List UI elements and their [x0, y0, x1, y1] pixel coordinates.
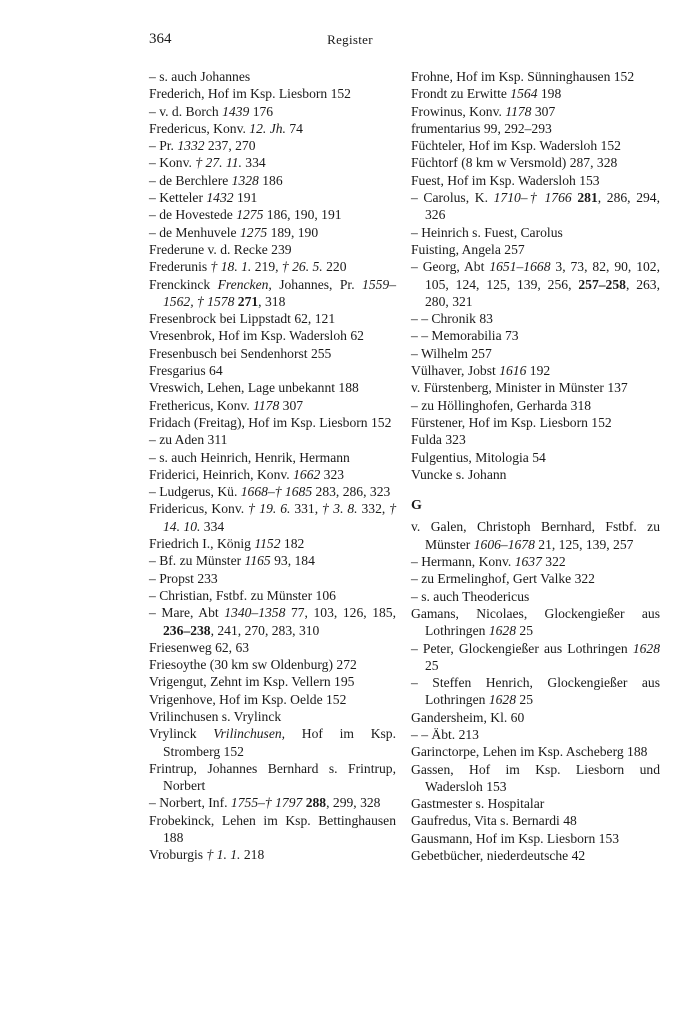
entry-text: Vroburgis — [149, 847, 207, 863]
entry-text: frumentarius 99, 292–293 — [411, 120, 552, 136]
entry-text: Frohne, Hof im Ksp. Sünninghausen 152 — [411, 69, 635, 84]
index-entry — [411, 605, 660, 640]
entry-text: – – Äbt. 213 — [411, 726, 479, 742]
entry-text: – s. auch Johannes — [149, 69, 251, 84]
entry-text: Frethericus, Konv. — [149, 397, 254, 413]
entry-text: Füchteler, Hof im Ksp. Wadersloh 152 — [411, 138, 621, 154]
entry-text: – de Menhuvele — [149, 224, 240, 240]
index-entry — [411, 154, 660, 171]
entry-text: – Norbert, Inf. — [149, 795, 231, 811]
page-number: 364 — [149, 31, 172, 47]
entry-text: 334 — [241, 155, 266, 171]
index-entry — [149, 535, 396, 552]
entry-text: Fredericus, Konv. — [149, 120, 250, 136]
entry-date-italic: 1628 — [488, 692, 516, 708]
entry-text: Friesenweg 62, 63 — [149, 639, 250, 655]
entry-date-italic: † 14. 10. — [163, 501, 397, 534]
index-entry — [149, 552, 396, 569]
index-entry — [411, 743, 660, 760]
index-entry — [149, 570, 396, 587]
entry-text: Gandersheim, Kl. 60 — [411, 709, 525, 725]
entry-text: Fresenbrock bei Lippstadt 62, 121 — [149, 311, 336, 327]
entry-text: 25 — [425, 657, 439, 673]
entry-text: 192 — [526, 363, 551, 379]
index-entry — [411, 379, 660, 396]
index-entry — [149, 431, 396, 448]
index-entry — [149, 172, 396, 189]
index-entry — [411, 241, 660, 258]
index-entry — [149, 154, 396, 171]
entry-text: 186 — [258, 172, 283, 188]
index-entry — [149, 691, 396, 708]
entry-text: Fresenbusch bei Sendenhorst 255 — [149, 345, 332, 361]
entry-page-bold: 288 — [305, 795, 327, 811]
entry-text: 191 — [233, 190, 258, 206]
entry-text: – Carolus, K. — [411, 190, 494, 206]
entry-date-italic: 1340–1358 — [224, 605, 286, 621]
entry-text: 25 — [516, 692, 533, 708]
index-entry — [411, 137, 660, 154]
entry-text: – – Chronik 83 — [411, 311, 493, 327]
entry-text: 25 — [516, 623, 533, 639]
index-entry — [149, 604, 396, 639]
entry-text: 220 — [322, 259, 347, 275]
entry-date-italic: 1165 — [244, 553, 271, 569]
index-entry — [149, 345, 396, 362]
index-entry — [149, 397, 396, 414]
entry-text: – Heinrich s. Fuest, Carolus — [411, 224, 563, 240]
entry-text: 198 — [537, 86, 562, 102]
index-entry — [149, 68, 396, 85]
entry-text: v. Galen, Christoph Bernhard, Fstbf. zu Münster — [411, 519, 660, 552]
entry-text: Fridach (Freitag), Hof im Ksp. Liesborn 152 — [149, 414, 392, 430]
entry-text: Gastmester s. Hospitalar — [411, 796, 545, 812]
index-entry — [149, 120, 396, 137]
entry-text: Frederune v. d. Recke 239 — [149, 241, 292, 257]
index-entry — [411, 189, 660, 224]
index-entry — [149, 379, 396, 396]
entry-text: Friedrich I., König — [149, 536, 255, 552]
entry-date-italic: 1651–1668 — [489, 259, 551, 275]
entry-page-bold: 236–238 — [163, 622, 211, 638]
index-column-right — [411, 68, 660, 864]
entry-text: Hof im Ksp. Stromberg 152 — [163, 726, 396, 759]
entry-date-italic: 1755–† 1797 — [230, 795, 303, 811]
entry-date-italic: 1606–1678 — [473, 536, 535, 552]
index-entry — [411, 847, 660, 864]
entry-text: Johannes, Pr. — [271, 276, 363, 292]
entry-text: – de Berchlere — [149, 172, 232, 188]
entry-date-italic: 1332 — [177, 138, 205, 154]
index-entry — [149, 224, 396, 241]
index-entry — [149, 327, 396, 344]
entry-text: 307 — [531, 103, 556, 119]
entry-text: – Pr. — [149, 138, 178, 154]
entry-text: Fuisting, Angela 257 — [411, 241, 525, 257]
entry-date-italic: † 26. 5. — [281, 259, 323, 275]
entry-text: Vrigenhove, Hof im Ksp. Oelde 152 — [149, 691, 347, 707]
entry-text: Fresgarius 64 — [149, 363, 223, 379]
entry-date-italic: † 18. 1. — [210, 259, 252, 275]
index-entry — [149, 241, 396, 258]
index-entry — [149, 673, 396, 690]
entry-date-italic: 1710–† 1766 — [493, 190, 572, 206]
index-block-f — [411, 68, 660, 483]
entry-text: Vresenbrok, Hof im Ksp. Wadersloh 62 — [149, 328, 364, 344]
entry-text: Frederunis — [149, 259, 211, 275]
entry-text: Frowinus, Konv. — [411, 103, 506, 119]
entry-text: – v. d. Borch — [149, 103, 223, 119]
index-entry — [149, 310, 396, 327]
index-entry — [149, 85, 396, 102]
entry-date-italic: 1662 — [293, 466, 321, 482]
entry-text: v. Fürstenberg, Minister in Münster 137 — [411, 380, 628, 396]
entry-text: Füchtorf (8 km w Versmold) 287, 328 — [411, 155, 618, 171]
index-entry — [149, 103, 396, 120]
section-letter-g: G — [411, 498, 422, 514]
index-entry — [149, 846, 396, 863]
index-entry — [411, 830, 660, 847]
index-entry — [149, 137, 396, 154]
index-entry — [149, 656, 396, 673]
index-entry — [411, 674, 660, 709]
entry-date-italic: 1432 — [206, 190, 234, 206]
index-entry — [411, 85, 660, 102]
entry-date-italic: 1152 — [254, 536, 281, 552]
entry-text: Frenckinck — [149, 276, 218, 292]
index-entry — [411, 449, 660, 466]
entry-text: , 286, 294, 326 — [425, 190, 660, 223]
entry-page-bold: 281 — [577, 190, 598, 206]
entry-text: – zu Ermelinghof, Gert Valke 322 — [411, 571, 595, 587]
entry-text: – zu Aden 311 — [149, 432, 228, 448]
entry-text: – zu Höllinghofen, Gerharda 318 — [411, 397, 592, 413]
index-entry — [411, 640, 660, 675]
entry-date-italic: 1439 — [222, 103, 250, 119]
entry-text: Fridericus, Konv. — [149, 501, 249, 517]
entry-date-italic: 12. Jh. — [249, 120, 286, 136]
index-entry — [411, 103, 660, 120]
entry-text: – Mare, Abt — [149, 605, 225, 621]
index-entry — [411, 709, 660, 726]
page-header — [0, 31, 700, 53]
entry-date-italic: 1628 — [632, 640, 660, 656]
index-entry — [149, 587, 396, 604]
entry-text: Gausmann, Hof im Ksp. Liesborn 153 — [411, 830, 620, 846]
index-entry — [149, 760, 396, 795]
entry-text: 77, 103, 126, 185, — [285, 605, 397, 621]
index-entry — [149, 500, 396, 535]
index-entry — [149, 794, 396, 811]
index-entry — [411, 345, 660, 362]
entry-text: – Ketteler — [149, 190, 207, 206]
entry-text: Vrigengut, Zehnt im Ksp. Vellern 195 — [149, 674, 355, 690]
index-entry — [411, 172, 660, 189]
index-entry — [149, 449, 396, 466]
entry-date-italic: Frencken, — [217, 276, 272, 292]
entry-text: 331, — [290, 501, 323, 517]
entry-text: – Bf. zu Münster — [149, 553, 245, 569]
entry-text: – Georg, Abt — [411, 259, 490, 275]
index-entry — [411, 726, 660, 743]
index-entry — [411, 466, 660, 483]
index-entry — [411, 761, 660, 796]
entry-text: 218 — [240, 847, 265, 863]
entry-text: 219, — [251, 259, 282, 275]
entry-date-italic: 1668–† 1685 — [240, 484, 313, 500]
index-column-left — [149, 68, 396, 864]
entry-date-italic: † 1. 1. — [206, 847, 241, 863]
entry-date-italic: 1328 — [231, 172, 259, 188]
entry-text: – Peter, Glockengießer aus Lothringen — [411, 640, 633, 656]
index-block-g — [411, 518, 660, 864]
entry-text: 176 — [249, 103, 274, 119]
entry-text: Fulgentius, Mitologia 54 — [411, 449, 546, 465]
entry-text: , 318 — [258, 293, 286, 309]
index-entry — [149, 414, 396, 431]
entry-text: – de Hovestede — [149, 207, 237, 223]
entry-text: 323 — [320, 466, 345, 482]
index-entry — [411, 397, 660, 414]
entry-page-bold: 271 — [237, 293, 259, 309]
index-entry — [149, 258, 396, 275]
index-entry — [149, 725, 396, 760]
index-entry — [411, 68, 660, 85]
entry-text: – Propst 233 — [149, 570, 218, 586]
index-entry — [149, 276, 396, 311]
entry-text: Garinctorpe, Lehen im Ksp. Ascheberg 188 — [411, 744, 648, 760]
entry-text: 237, 270 — [204, 138, 256, 154]
index-entry — [411, 258, 660, 310]
index-entry — [411, 570, 660, 587]
entry-date-italic: 1178 — [253, 397, 280, 413]
entry-text: 186, 190, 191 — [263, 207, 342, 223]
entry-text: , 241, 270, 283, 310 — [210, 622, 320, 638]
entry-date-italic: 1564 — [510, 86, 538, 102]
entry-text: Gebetbücher, niederdeutsche 42 — [411, 848, 586, 864]
entry-text: – Ludgerus, Kü. — [149, 484, 241, 500]
entry-date-italic: 1628 — [488, 623, 516, 639]
index-entry — [411, 120, 660, 137]
entry-text: 74 — [285, 120, 303, 136]
index-entry — [411, 431, 660, 448]
entry-text: 93, 184 — [270, 553, 315, 569]
entry-text: , 263, 280, 321 — [425, 276, 661, 309]
index-entry — [411, 224, 660, 241]
entry-date-italic: 1616 — [499, 363, 527, 379]
entry-text: Fulda 323 — [411, 432, 466, 448]
entry-text: Frederich, Hof im Ksp. Liesborn 152 — [149, 86, 351, 102]
entry-text: Vrylinck — [149, 726, 214, 742]
entry-text: Frintrup, Johannes Bernhard s. Frintrup, Norbert — [149, 760, 396, 794]
entry-text: 189, 190 — [267, 224, 319, 240]
index-entry — [149, 708, 396, 725]
entry-text: 3, 73, 82, 90, 102, 105, 124, 125, 139, 256, — [425, 259, 661, 292]
index-entry — [149, 639, 396, 656]
entry-text: 322 — [541, 554, 566, 570]
entry-text: Friesoythe (30 km sw Oldenburg) 272 — [149, 657, 357, 673]
index-entry — [149, 812, 396, 847]
index-entry — [149, 466, 396, 483]
index-entry — [411, 812, 660, 829]
entry-text: 332, — [357, 501, 390, 517]
entry-page-bold: 257–258 — [578, 276, 626, 292]
index-entry — [149, 483, 396, 500]
entry-text: 334 — [200, 518, 225, 534]
entry-date-italic: 1275 — [236, 207, 264, 223]
entry-text: Vrilinchusen s. Vrylinck — [149, 708, 282, 724]
entry-date-italic: † 3. 8. — [322, 501, 358, 517]
index-entry — [411, 414, 660, 431]
entry-text: 21, 125, 139, 257 — [534, 536, 634, 552]
running-head: Register — [327, 32, 373, 47]
entry-text: Fuest, Hof im Ksp. Wadersloh 153 — [411, 172, 600, 188]
entry-text: Fürstener, Hof im Ksp. Liesborn 152 — [411, 414, 612, 430]
index-entry — [411, 362, 660, 379]
entry-text: Gaufredus, Vita s. Bernardi 48 — [411, 813, 577, 829]
entry-text: Vreswich, Lehen, Lage unbekannt 188 — [149, 380, 359, 396]
entry-text: , 299, 328 — [326, 795, 381, 811]
entry-date-italic: 1559–1562, † 1578 — [163, 276, 396, 309]
entry-text: – Konv. — [149, 155, 196, 171]
entry-date-italic: Vrilinchusen, — [213, 726, 286, 742]
entry-text: Frondt zu Erwitte — [411, 86, 511, 102]
entry-text: Gamans, Nicolaes, Glockengießer aus Lothringen — [411, 605, 660, 639]
index-entry — [149, 206, 396, 223]
entry-text: – Christian, Fstbf. zu Münster 106 — [149, 587, 336, 603]
entry-text: – – Memorabilia 73 — [411, 328, 519, 344]
index-entry — [411, 553, 660, 570]
entry-date-italic: 1178 — [505, 103, 532, 119]
entry-text: 182 — [280, 536, 305, 552]
entry-text: Vülhaver, Jobst — [411, 363, 500, 379]
entry-text: – Hermann, Konv. — [411, 554, 515, 570]
index-entry — [411, 310, 660, 327]
index-entry — [411, 327, 660, 344]
entry-text: – Wilhelm 257 — [411, 345, 492, 361]
entry-date-italic: † 19. 6. — [248, 501, 291, 517]
index-entry — [149, 189, 396, 206]
entry-text: 283, 286, 323 — [312, 484, 391, 500]
entry-date-italic: 1275 — [239, 224, 268, 240]
index-entry — [411, 795, 660, 812]
entry-date-italic: † 27. 11. — [195, 155, 242, 171]
entry-date-italic: 1637 — [514, 554, 542, 570]
entry-text: – s. auch Heinrich, Henrik, Hermann — [149, 449, 350, 465]
entry-text: Gassen, Hof im Ksp. Liesborn und Wadersloh 153 — [411, 761, 660, 794]
entry-text: 307 — [279, 397, 304, 413]
entry-text: Vuncke s. Johann — [411, 466, 507, 482]
entry-text: – s. auch Theodericus — [411, 588, 530, 604]
index-entry — [411, 518, 660, 553]
entry-text: Friderici, Heinrich, Konv. — [149, 466, 294, 482]
index-entry — [411, 588, 660, 605]
entry-text: Frobekinck, Lehen im Ksp. Bettinghausen 188 — [149, 812, 396, 846]
entry-text: – Steffen Henrich, Glockengießer aus Lothringen — [411, 675, 660, 708]
index-entry — [149, 362, 396, 379]
